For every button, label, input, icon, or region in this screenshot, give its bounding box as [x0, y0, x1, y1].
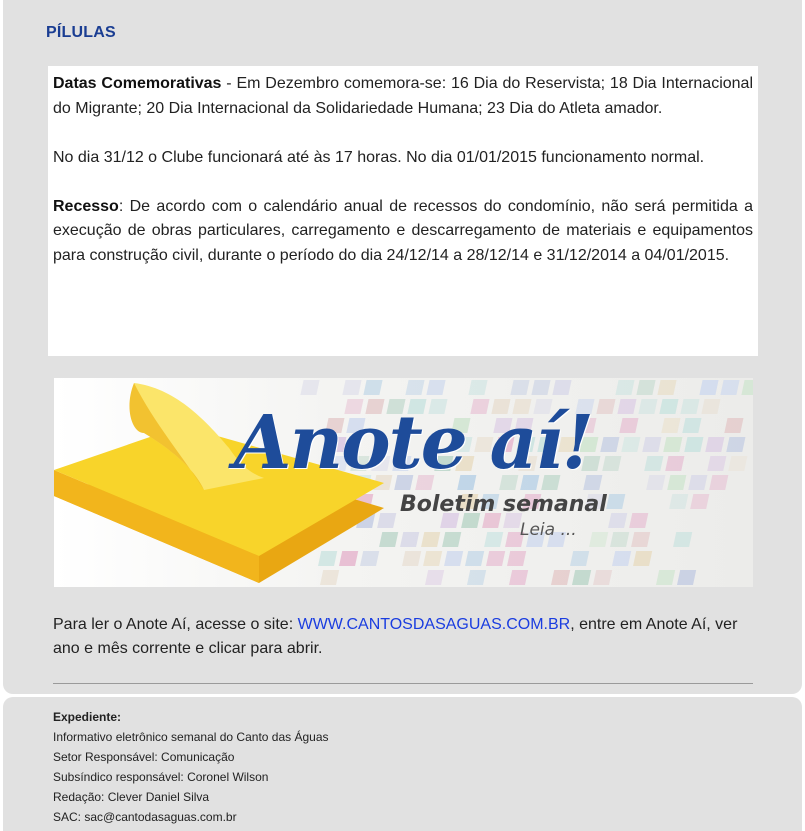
mosaic-tile [638, 399, 657, 414]
mosaic-tile [684, 437, 703, 452]
mosaic-tile [423, 551, 442, 566]
mosaic-tile [656, 570, 675, 585]
mosaic-tile [484, 532, 503, 547]
footer-line-department: Setor Responsável: Comunicação [53, 750, 235, 764]
news-text-recess: : De acordo com o calendário anual de recessos do condomínio, não será permitida a execução de obras particulares, carregamento e descarregamento de materiais e equipamentos para construção civil, durante o período do dia 24/12/14 a 28/12/14 e 31/12/2014 a 04/01/2015. [53, 197, 753, 264]
section-title: PÍLULAS [46, 24, 116, 41]
news-heading-dates: Datas Comemorativas [53, 75, 222, 92]
footer-label: Expediente: [53, 710, 122, 724]
mosaic-tile [659, 399, 678, 414]
banner-tagline: Leia ... [520, 520, 577, 540]
mosaic-tile [379, 532, 398, 547]
mosaic-tile [680, 399, 699, 414]
mosaic-tile [720, 380, 739, 395]
mosaic-tile [606, 494, 625, 509]
mosaic-tile [596, 399, 615, 414]
anote-ai-banner[interactable] [54, 378, 753, 587]
mosaic-tile [741, 380, 753, 395]
mosaic-tile [633, 551, 652, 566]
mosaic-tile [589, 532, 608, 547]
mosaic-tile [636, 380, 655, 395]
banner-subtitle: Boletim semanal [400, 492, 607, 517]
mosaic-tile [688, 475, 707, 490]
mosaic-tile [551, 570, 570, 585]
mosaic-tile [677, 570, 696, 585]
mosaic-tile [644, 456, 663, 471]
mosaic-tile [467, 570, 486, 585]
banner-title: Anote aí! [234, 400, 593, 486]
mosaic-tile [426, 380, 445, 395]
mosaic-tile [509, 570, 528, 585]
mosaic-tile [699, 380, 718, 395]
divider [53, 683, 753, 684]
footer [53, 707, 329, 827]
mosaic-tile [531, 380, 550, 395]
mosaic-tile [572, 570, 591, 585]
mosaic-tile [552, 380, 571, 395]
mosaic-tile [663, 437, 682, 452]
mosaic-tile [510, 380, 529, 395]
mosaic-tile [608, 513, 627, 528]
info-text-after: , entre em Anote Aí, ver ano e mês corrente e clicar para abrir. [53, 616, 738, 657]
mosaic-tile [682, 418, 701, 433]
mosaic-tile [468, 380, 487, 395]
mosaic-tile [377, 513, 396, 528]
mosaic-tile [421, 532, 440, 547]
mosaic-tile [724, 418, 743, 433]
news-heading-recess: Recesso [53, 197, 119, 215]
mosaic-tile [610, 532, 629, 547]
mosaic-tile [667, 475, 686, 490]
mosaic-tile [657, 380, 676, 395]
mosaic-tile [425, 570, 444, 585]
news-paragraph-club-hours [53, 146, 753, 171]
mosaic-tile [709, 475, 728, 490]
mosaic-tile [661, 418, 680, 433]
mosaic-tile [669, 494, 688, 509]
mosaic-tile [602, 456, 621, 471]
mosaic-tile [673, 532, 692, 547]
footer-line-editor: Redação: Clever Daniel Silva [53, 790, 210, 804]
news-paragraph-dates [53, 72, 753, 121]
mosaic-tile [621, 437, 640, 452]
mosaic-tile [600, 437, 619, 452]
mosaic-tile [631, 532, 650, 547]
mosaic-tile [646, 475, 665, 490]
mosaic-tile [363, 380, 382, 395]
mosaic-tile [360, 551, 379, 566]
mosaic-tile [615, 380, 634, 395]
footer-line-sac: SAC: sac@cantodasaguas.com.br [53, 810, 237, 824]
mosaic-tile [486, 551, 505, 566]
mosaic-tile [642, 437, 661, 452]
mosaic-tile [465, 551, 484, 566]
mosaic-tile [619, 418, 638, 433]
mosaic-tile [320, 570, 339, 585]
mosaic-tile [507, 551, 526, 566]
mosaic-tile [400, 532, 419, 547]
mosaic-tile [318, 551, 337, 566]
mosaic-tile [612, 551, 631, 566]
info-text [53, 613, 753, 661]
mosaic-tile [405, 380, 424, 395]
mosaic-tile [707, 456, 726, 471]
footer-line-subsindico: Subsíndico responsável: Coronel Wilson [53, 770, 269, 784]
mosaic-tile [444, 551, 463, 566]
mosaic-tile [726, 437, 745, 452]
news-paragraph-recess [53, 195, 753, 269]
mosaic-tile [300, 380, 319, 395]
news-box [48, 66, 758, 356]
mosaic-tile [617, 399, 636, 414]
mosaic-tile [728, 456, 747, 471]
mosaic-tile [342, 380, 361, 395]
mosaic-tile [442, 532, 461, 547]
mosaic-tile [665, 456, 684, 471]
mosaic-tile [629, 513, 648, 528]
mosaic-tile [690, 494, 709, 509]
mosaic-tile [570, 551, 589, 566]
info-text-before: Para ler o Anote Aí, acesse o site: [53, 616, 298, 633]
mosaic-tile [339, 551, 358, 566]
site-link[interactable]: WWW.CANTOSDASAGUAS.COM.BR [297, 616, 571, 633]
footer-line-newsletter: Informativo eletrônico semanal do Canto das Águas [53, 730, 329, 744]
mosaic-tile [701, 399, 720, 414]
mosaic-tile [705, 437, 724, 452]
mosaic-tile [593, 570, 612, 585]
news-text-club-hours: No dia 31/12 o Clube funcionará até às 17 horas. No dia 01/01/2015 funcionamento normal. [53, 148, 705, 166]
news-text-dates: - Em Dezembro comemora-se: 16 Dia do Reservista; 18 Dia Internacional do Migrante; 20 Dia Internacional da Solidariedade Humana; 23 Dia do Atleta amador. [53, 75, 753, 117]
mosaic-tile [402, 551, 421, 566]
